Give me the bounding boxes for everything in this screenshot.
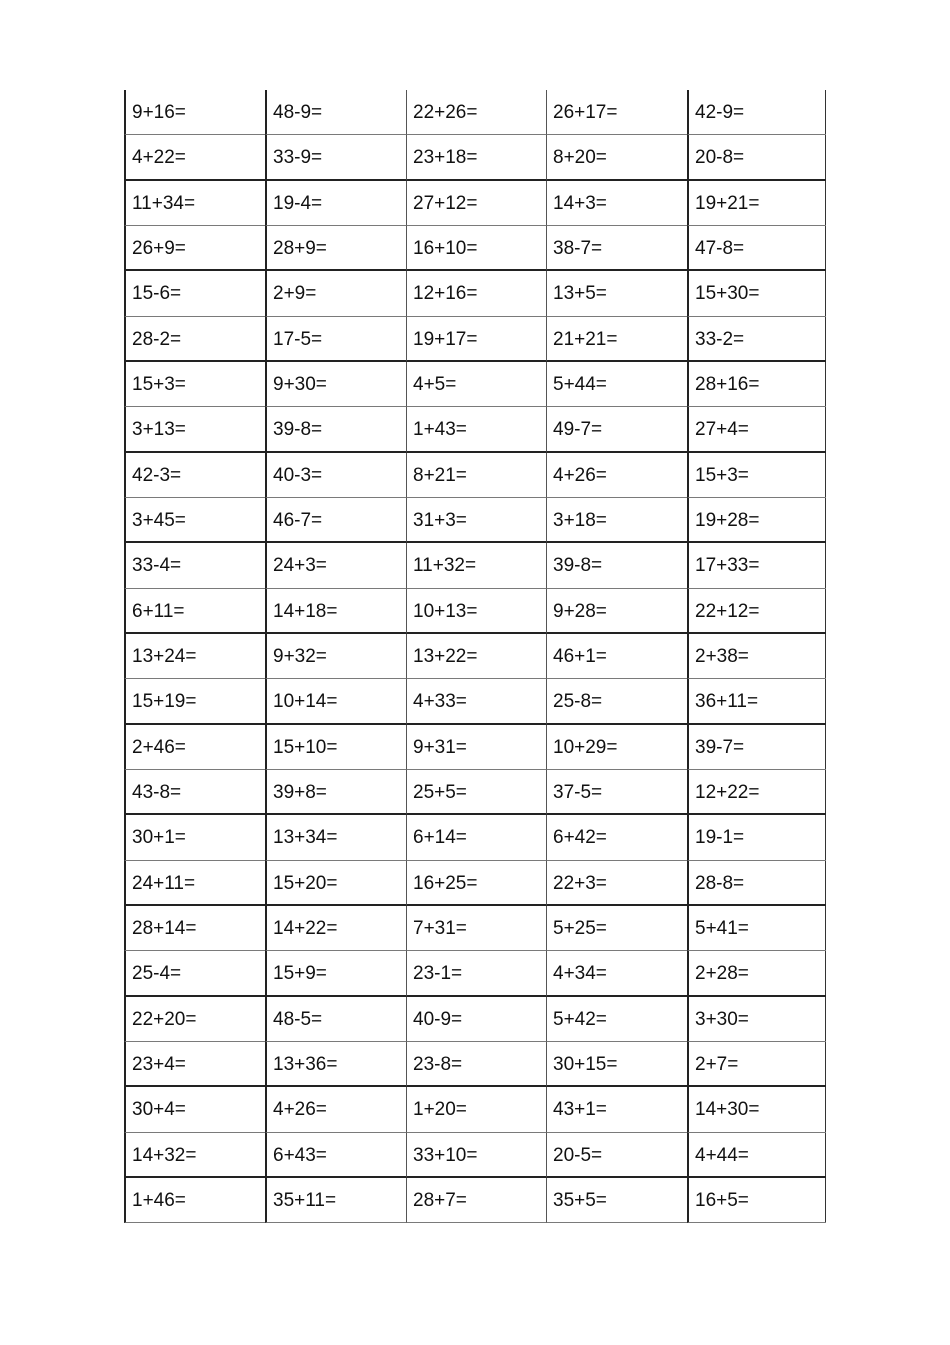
problem-cell: 1+43= (406, 407, 546, 452)
problem-cell: 14+32= (124, 1133, 265, 1178)
problem-cell: 35+11= (265, 1178, 406, 1223)
problem-grid (124, 90, 826, 1223)
problem-cell: 11+32= (406, 543, 546, 588)
problem-cell: 5+44= (546, 362, 687, 407)
problem-cell: 9+30= (265, 362, 406, 407)
problem-cell: 2+28= (687, 951, 826, 996)
problem-cell: 40-9= (406, 997, 546, 1042)
problem-cell: 23+18= (406, 135, 546, 180)
problem-cell: 20-5= (546, 1133, 687, 1178)
problem-cell: 17+33= (687, 543, 826, 588)
problem-cell: 13+5= (546, 271, 687, 316)
problem-cell: 43-8= (124, 770, 265, 815)
problem-cell: 33-4= (124, 543, 265, 588)
problem-cell: 47-8= (687, 226, 826, 271)
problem-cell: 2+38= (687, 634, 826, 679)
problem-cell: 4+5= (406, 362, 546, 407)
problem-cell: 30+15= (546, 1042, 687, 1087)
problem-cell: 43+1= (546, 1087, 687, 1132)
problem-cell: 9+28= (546, 589, 687, 634)
problem-cell: 16+5= (687, 1178, 826, 1223)
problem-cell: 21+21= (546, 317, 687, 362)
problem-cell: 39-8= (265, 407, 406, 452)
problem-cell: 19+17= (406, 317, 546, 362)
problem-cell: 42-9= (687, 90, 826, 135)
problem-cell: 12+16= (406, 271, 546, 316)
problem-cell: 36+11= (687, 679, 826, 724)
problem-cell: 23-8= (406, 1042, 546, 1087)
problem-cell: 9+32= (265, 634, 406, 679)
problem-cell: 15+19= (124, 679, 265, 724)
problem-cell: 14+3= (546, 181, 687, 226)
problem-cell: 20-8= (687, 135, 826, 180)
problem-cell: 3+18= (546, 498, 687, 543)
problem-cell: 6+11= (124, 589, 265, 634)
problem-cell: 2+7= (687, 1042, 826, 1087)
problem-cell: 4+33= (406, 679, 546, 724)
problem-cell: 35+5= (546, 1178, 687, 1223)
problem-cell: 4+22= (124, 135, 265, 180)
problem-cell: 13+22= (406, 634, 546, 679)
problem-cell: 31+3= (406, 498, 546, 543)
problem-cell: 24+11= (124, 861, 265, 906)
problem-cell: 3+13= (124, 407, 265, 452)
math-worksheet (124, 90, 826, 1223)
problem-cell: 5+41= (687, 906, 826, 951)
problem-cell: 4+34= (546, 951, 687, 996)
problem-cell: 28+14= (124, 906, 265, 951)
problem-cell: 11+34= (124, 181, 265, 226)
problem-cell: 23+4= (124, 1042, 265, 1087)
problem-cell: 33+10= (406, 1133, 546, 1178)
problem-cell: 19+28= (687, 498, 826, 543)
problem-cell: 25-8= (546, 679, 687, 724)
problem-cell: 14+18= (265, 589, 406, 634)
problem-cell: 39-7= (687, 725, 826, 770)
problem-cell: 13+34= (265, 815, 406, 860)
problem-cell: 15+10= (265, 725, 406, 770)
problem-cell: 49-7= (546, 407, 687, 452)
problem-cell: 12+22= (687, 770, 826, 815)
problem-cell: 27+4= (687, 407, 826, 452)
problem-cell: 4+26= (265, 1087, 406, 1132)
problem-cell: 15-6= (124, 271, 265, 316)
problem-cell: 9+16= (124, 90, 265, 135)
problem-cell: 27+12= (406, 181, 546, 226)
problem-cell: 15+30= (687, 271, 826, 316)
problem-cell: 16+25= (406, 861, 546, 906)
problem-cell: 30+4= (124, 1087, 265, 1132)
problem-cell: 48-5= (265, 997, 406, 1042)
problem-cell: 22+26= (406, 90, 546, 135)
problem-cell: 15+9= (265, 951, 406, 996)
problem-cell: 22+20= (124, 997, 265, 1042)
problem-cell: 26+9= (124, 226, 265, 271)
problem-cell: 10+14= (265, 679, 406, 724)
problem-cell: 22+3= (546, 861, 687, 906)
problem-cell: 8+20= (546, 135, 687, 180)
problem-cell: 30+1= (124, 815, 265, 860)
problem-cell: 4+44= (687, 1133, 826, 1178)
problem-cell: 26+17= (546, 90, 687, 135)
problem-cell: 40-3= (265, 453, 406, 498)
problem-cell: 46+1= (546, 634, 687, 679)
problem-cell: 15+3= (124, 362, 265, 407)
problem-cell: 46-7= (265, 498, 406, 543)
problem-cell: 1+20= (406, 1087, 546, 1132)
problem-cell: 14+22= (265, 906, 406, 951)
problem-cell: 39+8= (265, 770, 406, 815)
problem-cell: 5+25= (546, 906, 687, 951)
problem-cell: 6+42= (546, 815, 687, 860)
problem-cell: 7+31= (406, 906, 546, 951)
problem-cell: 5+42= (546, 997, 687, 1042)
problem-cell: 10+29= (546, 725, 687, 770)
problem-cell: 28+9= (265, 226, 406, 271)
problem-cell: 2+9= (265, 271, 406, 316)
problem-cell: 4+26= (546, 453, 687, 498)
problem-cell: 8+21= (406, 453, 546, 498)
problem-cell: 48-9= (265, 90, 406, 135)
problem-cell: 33-9= (265, 135, 406, 180)
problem-cell: 19-1= (687, 815, 826, 860)
problem-cell: 37-5= (546, 770, 687, 815)
problem-cell: 15+3= (687, 453, 826, 498)
problem-cell: 9+31= (406, 725, 546, 770)
problem-cell: 6+43= (265, 1133, 406, 1178)
problem-cell: 19+21= (687, 181, 826, 226)
problem-cell: 39-8= (546, 543, 687, 588)
problem-cell: 42-3= (124, 453, 265, 498)
problem-cell: 28-8= (687, 861, 826, 906)
problem-cell: 25-4= (124, 951, 265, 996)
problem-cell: 3+30= (687, 997, 826, 1042)
problem-cell: 1+46= (124, 1178, 265, 1223)
problem-cell: 23-1= (406, 951, 546, 996)
problem-cell: 17-5= (265, 317, 406, 362)
problem-cell: 33-2= (687, 317, 826, 362)
problem-cell: 22+12= (687, 589, 826, 634)
problem-cell: 19-4= (265, 181, 406, 226)
problem-cell: 24+3= (265, 543, 406, 588)
problem-cell: 28+7= (406, 1178, 546, 1223)
problem-cell: 14+30= (687, 1087, 826, 1132)
problem-cell: 15+20= (265, 861, 406, 906)
problem-cell: 13+36= (265, 1042, 406, 1087)
problem-cell: 38-7= (546, 226, 687, 271)
problem-cell: 13+24= (124, 634, 265, 679)
problem-cell: 28+16= (687, 362, 826, 407)
problem-cell: 2+46= (124, 725, 265, 770)
problem-cell: 16+10= (406, 226, 546, 271)
problem-cell: 6+14= (406, 815, 546, 860)
problem-cell: 28-2= (124, 317, 265, 362)
problem-cell: 3+45= (124, 498, 265, 543)
problem-cell: 25+5= (406, 770, 546, 815)
problem-cell: 10+13= (406, 589, 546, 634)
